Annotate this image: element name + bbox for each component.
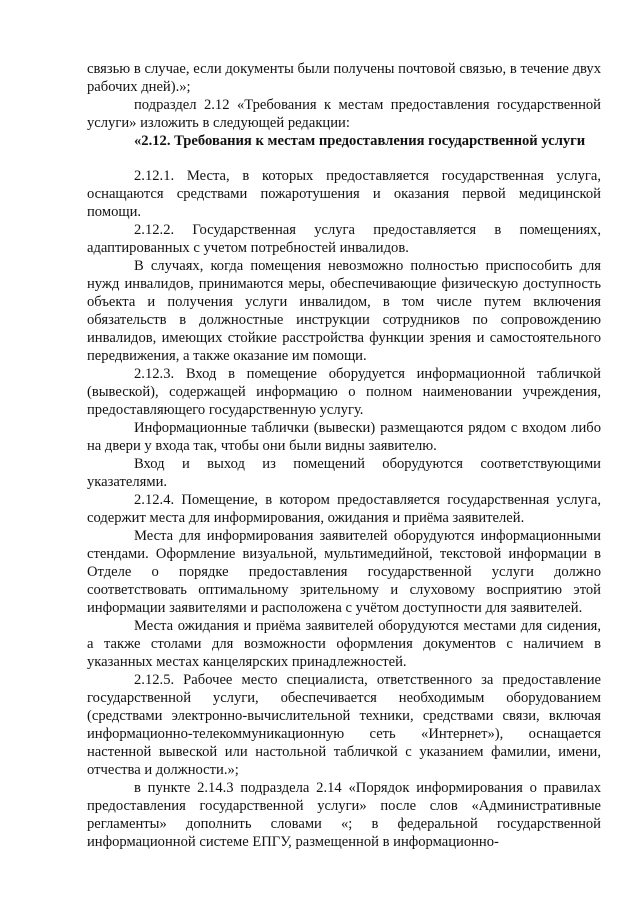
paragraph-2-12-3: 2.12.3. Вход в помещение оборудуется информационной табличкой (вывеской), содержащей информацию о полном наименовании учреждения, предоставляющего государственную услугу. bbox=[87, 366, 601, 418]
paragraph-continuation: связью в случае, если документы были получены почтовой связью, в течение двух рабочих дней).»; bbox=[87, 61, 601, 95]
paragraph-2-12-5: 2.12.5. Рабочее место специалиста, ответственного за предоставление государственной услуги, обеспечивается необходимым оборудованием (средствами электронно-вычислительной техники, средствами связи, включая информационно-телекоммуникационную сеть «Интернет»), оснащается настенной вывеской или настольной табличкой с указанием фамилии, имени, отчества и должности.»; bbox=[87, 672, 601, 778]
paragraph-2-14-3: в пункте 2.14.3 подраздела 2.14 «Порядок информирования о правилах предоставления государственной услуги» после слов «Административные регламенты» дополнить словами «; в федеральной государственной информационной системе ЕПГУ, размещенной в информационно- bbox=[87, 780, 601, 850]
paragraph-signs: Информационные таблички (вывески) размещаются рядом с входом либо на двери у входа так, чтобы они были видны заявителю. bbox=[87, 420, 601, 454]
paragraph-entrance-exit: Вход и выход из помещений оборудуются соответствующими указателями. bbox=[87, 456, 601, 490]
paragraph-2-12-4: 2.12.4. Помещение, в котором предоставляется государственная услуга, содержит места для информирования, ожидания и приёма заявителей. bbox=[87, 492, 601, 526]
paragraph-2-12-1: 2.12.1. Места, в которых предоставляется государственная услуга, оснащаются средствами пожаротушения и оказания первой медицинской помощи. bbox=[87, 168, 601, 220]
paragraph-accessibility: В случаях, когда помещения невозможно полностью приспособить для нужд инвалидов, принимаются меры, обеспечивающие физическую доступность объекта и получения услуги инвалидом, в том числе путем включения обязательств в должностные инструкции сотрудников по сопровождению инвалидов, имеющих стойкие расстройства функции зрения и самостоятельного передвижения, а также оказание им помощи. bbox=[87, 258, 601, 364]
paragraph-instruction-2-12: подраздел 2.12 «Требования к местам предоставления государственной услуги» изложить в следующей редакции: bbox=[87, 97, 601, 131]
paragraph-2-12-2: 2.12.2. Государственная услуга предоставляется в помещениях, адаптированных с учетом потребностей инвалидов. bbox=[87, 222, 601, 256]
paragraph-waiting-areas: Места ожидания и приёма заявителей оборудуются местами для сидения, а также столами для возможности оформления документов с наличием в указанных местах канцелярских принадлежностей. bbox=[87, 618, 601, 670]
section-heading-2-12: «2.12. Требования к местам предоставления государственной услуги bbox=[134, 133, 586, 149]
document-page bbox=[87, 60, 601, 851]
paragraph-info-stands: Места для информирования заявителей оборудуются информационными стендами. Оформление визуальной, мультимедийной, текстовой информации в Отделе о порядке предоставления государственной услуги должно соответствовать оптимальному зрительному и слуховому восприятию этой информации заявителями и расположена с учётом доступности для заявителей. bbox=[87, 528, 601, 616]
